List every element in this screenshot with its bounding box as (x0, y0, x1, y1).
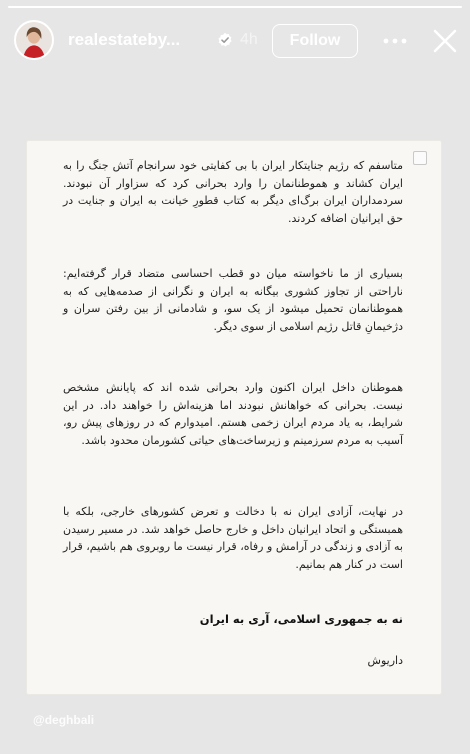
letter-signature: داریوش (367, 654, 403, 667)
letter-paragraph-4: در نهایت، آزادی ایران نه با دخالت و تعرض کشورهای خارجی، بلکه با همبستگی و اتحاد ایرانیان داخل و خارج حاصل خواهد شد. در مسیر رسیدن به آزادی و زندگی در آرامش و رفاه، قرار نیست ما روبروی هم باشیم، قرار است در کنار هم بمانیم. (63, 505, 403, 571)
avatar-image (16, 22, 52, 58)
follow-button[interactable]: Follow (272, 24, 358, 58)
verified-badge-icon (217, 32, 233, 48)
username[interactable]: realestateby... (68, 30, 181, 49)
story-timestamp: 4h (240, 31, 258, 48)
story-progress-bar (8, 6, 462, 8)
letter-paragraph-2: بسیاری از ما ناخواسته میان دو قطب احساسی متضاد قرار گرفته‌ایم: ناراحتی از تجاوز کشوری بیگانه به ایران و نگرانی از صدمه‌هایی که به هموطنانمان تحمیل میشود از یک سو، و شادمانی از بین رفتن سران و دژخیمانِ قاتل رژیم اسلامی از سوی دیگر. (63, 267, 403, 333)
letter-paragraph-1: متاسفم که رژیم جنایتکار ایران با بی کفایتی خود سرانجام آتش جنگ را به ایران کشاند و هموطنانمان را وارد بحرانی کرد که سزاوار آن نبودند. سردمداران ایران برگ‌ای دیگر به کتاب قطورِ خیانت به ایران و جنایت در حق ایرانیان اضافه کردند. (63, 159, 403, 225)
avatar[interactable] (14, 20, 54, 60)
story-header (0, 0, 470, 80)
letter-paragraph-3: هموطنان داخل ایران اکنون وارد بحرانی شده اند که پایانش مشخص نیست. بحرانی که خواهانش نبودند اما هزینه‌اش را خواهند داد. در این شرایط، به یاد مردم ایران زخمی هستم. امیدوارم که در روزهای پیش رو، آسیب به مردم سرزمینم و زیرساخت‌های حیاتی کشورمان محدود باشد. (63, 381, 403, 447)
close-icon[interactable] (432, 28, 458, 54)
more-options-icon[interactable] (382, 34, 408, 48)
watermark-handle: @deghbali (33, 713, 95, 727)
story-progress-fill (8, 6, 462, 8)
paper-corner-mark (413, 151, 427, 165)
statement-letter (27, 141, 441, 694)
letter-slogan: نه به جمهوری اسلامی، آری به ایران (199, 612, 403, 626)
